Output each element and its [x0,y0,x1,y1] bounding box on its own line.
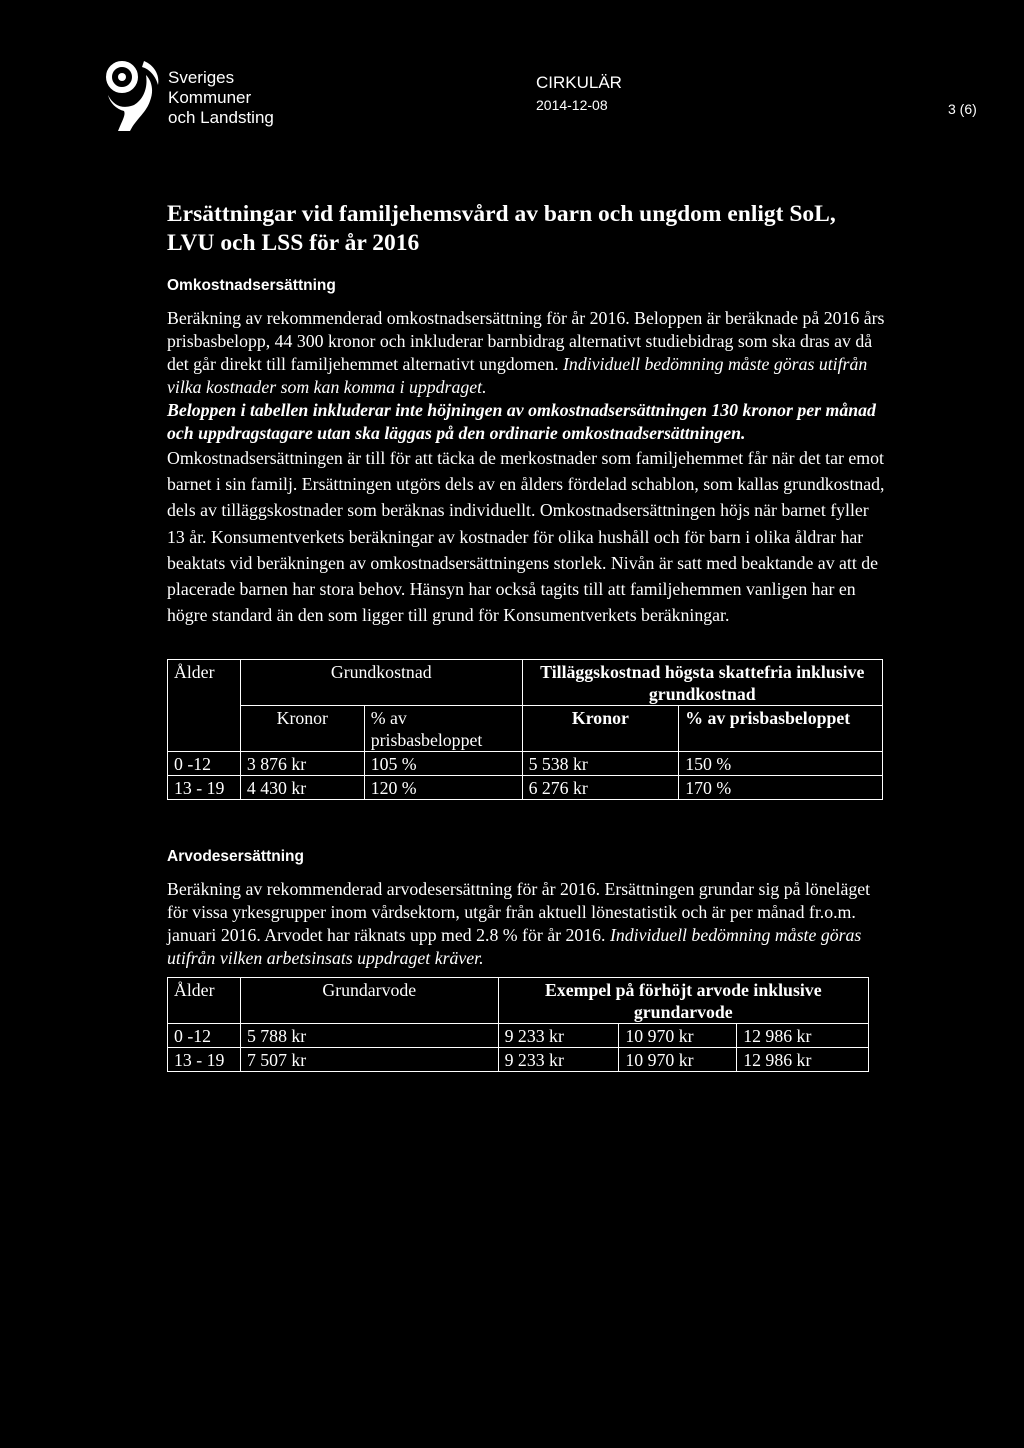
subheader-percent-extra: % av prisbasbeloppet [679,706,883,752]
cell-example-1: 9 233 kr [498,1048,619,1072]
document-body [167,200,887,1072]
paragraph-arvode [167,878,887,970]
arvode-table [167,977,869,1072]
table-subheader-row [168,706,883,752]
subheader-kronor-extra: Kronor [522,706,679,752]
cell-base-percent: 105 % [364,752,522,776]
cell-base: 7 507 kr [240,1048,498,1072]
cell-base-kronor: 4 430 kr [240,776,364,800]
cell-example-2: 10 970 kr [619,1024,737,1048]
section-heading-omkostnad: Omkostnadsersättning [167,277,336,294]
org-line-2: Kommuner [168,88,252,107]
intro-italic-note: Individuell bedömning måste göras utifrån vilka kostnader som kan komma i uppdraget. [167,354,868,397]
cell-age: 13 - 19 [168,776,241,800]
skl-logo-icon [104,57,164,133]
document-type: CIRKULÄR [536,73,622,92]
cell-extra-kronor: 5 538 kr [522,752,679,776]
subheader-percent: % av prisbasbeloppet [364,706,522,752]
header-age: Ålder [168,660,241,706]
title-line-2: LVU och LSS för år 2016 [167,230,420,256]
arvode-italic-note: Individuell bedömning måste göras utifrån vilken arbetsinsats uppdraget kräver. [167,925,862,969]
cell-example-3: 12 986 kr [737,1024,869,1048]
section-heading-arvode: Arvodesersättning [167,848,304,866]
table-row [168,776,883,800]
arvode-text: Beräkning av rekommenderad arvodesersättning för år 2016. Ersättningen grundar sig på löneläget för vissa yrkesgrupper inom vårdsektorn, utgår från aktuell lönestatistik och är per månad fr.o.m. januari 2016. Arvodet har räknats upp med 2.8 % för år 2016. [167,879,871,946]
page-number: 3 (6) [948,101,977,117]
document-title [167,200,887,258]
cell-example-2: 10 970 kr [619,1048,737,1072]
table-row [168,1048,869,1072]
cell-example-3: 12 986 kr [737,1048,869,1072]
table-header-row [168,660,883,706]
cell-age: 0 -12 [168,1024,241,1048]
table-row [168,752,883,776]
title-line-1: Ersättningar vid familjehemsvård av barn och ungdom enligt SoL, [167,201,836,227]
header-tillaggskostnad: Tilläggskostnad högsta skattefria inklusive grundkostnad [522,660,882,706]
header-grundarvode: Grundarvode [240,978,498,1024]
cell-age: 13 - 19 [168,1048,241,1072]
cell-extra-percent: 170 % [679,776,883,800]
cell-age: 0 -12 [168,752,241,776]
org-line-3: och Landsting [168,108,274,127]
cell-extra-percent: 150 % [679,752,883,776]
cell-base: 5 788 kr [240,1024,498,1048]
cell-example-1: 9 233 kr [498,1024,619,1048]
page-header [0,0,1024,150]
organization-name [168,68,274,128]
org-line-1: Sveriges [168,68,235,87]
header-age: Ålder [168,978,241,1024]
paragraph-intro [167,307,887,399]
document-date: 2014-12-08 [536,97,608,113]
cell-extra-kronor: 6 276 kr [522,776,679,800]
paragraph-bold-note: Beloppen i tabellen inkluderar inte höjningen av omkostnadsersättningen 130 kronor per månad och uppdragstagare utan ska läggas på den ordinarie omkostnadsersättningen. [167,400,876,443]
subheader-kronor: Kronor [240,706,364,752]
intro-text: Beräkning av rekommenderad omkostnadsersättning för år 2016. Beloppen är beräknade på 2016 års prisbasbelopp, 44 300 kronor och inkluderar barnbidrag alternativt studiebidrag som ska dras av då det går direkt till familjehemmet alternativt ungdomen. [167,308,885,374]
paragraph-description: Omkostnadsersättningen är till för att täcka de merkostnader som familjehemmet får när det tar emot barnet i sin familj. Ersättningen utgörs dels av en ålders fördelad schablon, som kallas grundkostnad, dels av tilläggskostnader som beräknas individuellt. Omkostnadsersättningen höjs när barnet fyller 13 år. Konsumentverkets beräkningar av kostnader för olika hushåll och för barn i olika åldrar har beaktats vid beräkningen av omkostnadsersättningens storlek. Nivån är satt med beaktande av att de placerade barnen har stora behov. Hänsyn har också tagits till att familjehemmen vanligen har en högre standard än den som ligger till grund för Konsumentverkets beräkningar. [167,448,885,626]
cell-base-kronor: 3 876 kr [240,752,364,776]
cell-base-percent: 120 % [364,776,522,800]
header-example: Exempel på förhöjt arvode inklusive grundarvode [498,978,868,1024]
header-grundkostnad: Grundkostnad [240,660,522,706]
table-header-row [168,978,869,1024]
table-row [168,1024,869,1048]
omkostnad-table [167,659,883,800]
